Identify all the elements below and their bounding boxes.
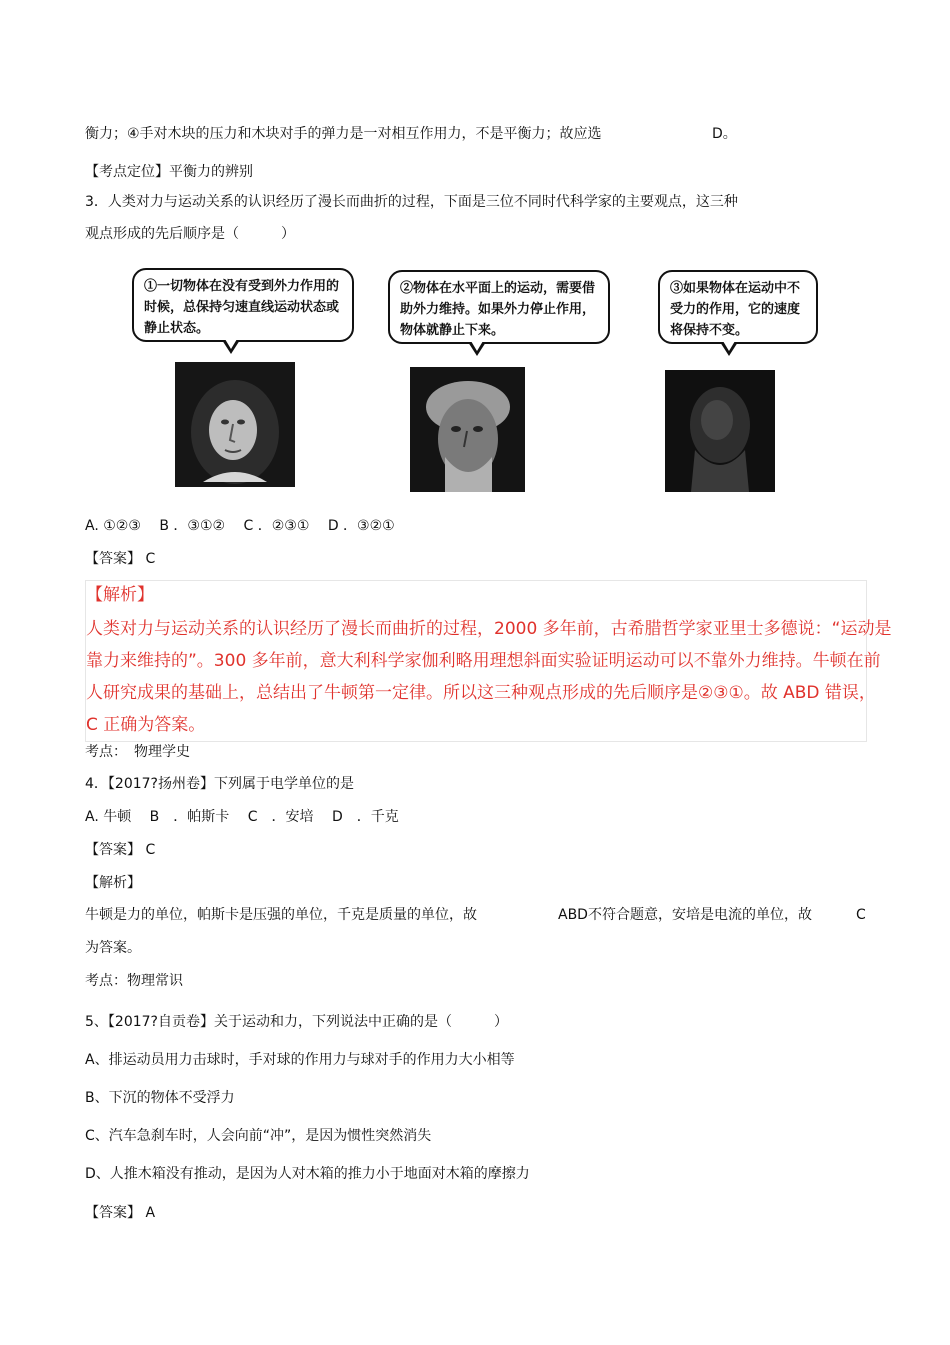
- analysis-line: 人研究成果的基础上，总结出了牛顿第一定律。所以这三种观点形成的先后顺序是②③①。故 ABD 错误，: [86, 683, 876, 703]
- question-3-stem: 3．人类对力与运动关系的认识经历了漫长而曲折的过程，下面是三位不同时代科学家的主要观点，这三种: [85, 194, 738, 210]
- question-4-options: A. 牛顿 B ．帕斯卡 C ．安培 D ．千克: [85, 809, 399, 825]
- option-d: D、人推木箱没有推动，是因为人对木箱的推力小于地面对木箱的摩擦力: [85, 1166, 530, 1182]
- question-3-options: A. ①②③ B ．③①② C ．②③① D ．③②①: [85, 518, 395, 534]
- analysis-box: [85, 580, 892, 742]
- option-a: A、排运动员用力击球时，手对球的作用力与球对手的作用力大小相等: [85, 1052, 515, 1068]
- scientist-figure: [120, 262, 825, 502]
- bubble-text: ②物体在水平面上的运动，需要借助外力维持。如果外力停止作用，物体就静止下来。: [400, 281, 596, 338]
- newton-portrait: [175, 362, 295, 487]
- question-4-stem: 4．【2017?扬州卷】下列属于电学单位的是: [85, 776, 354, 792]
- analysis-line: C 正确为答案。: [86, 715, 206, 735]
- answer-label: 【答案】 C: [85, 842, 156, 858]
- analysis-line: 靠力来维持的”。300 多年前，意大利科学家伽利略用理想斜面实验证明运动可以不靠外力维持。牛顿在前: [86, 651, 881, 671]
- aristotle-portrait: [410, 367, 525, 492]
- bubble-text: ①一切物体在没有受到外力作用的时候，总保持匀速直线运动状态或静止状态。: [144, 279, 340, 336]
- answer-label: 【答案】 C: [85, 551, 156, 567]
- analysis-text: C: [856, 907, 866, 923]
- bubble-text: ③如果物体在运动中不受力的作用，它的速度将保持不变。: [670, 281, 801, 338]
- analysis-text: 牛顿是力的单位，帕斯卡是压强的单位，千克是质量的单位，故: [85, 907, 477, 923]
- question-5-stem: 5、【2017?自贡卷】关于运动和力，下列说法中正确的是（ ）: [85, 1014, 508, 1030]
- option-b: B、下沉的物体不受浮力: [85, 1090, 235, 1106]
- kaodian-label: 考点： 物理学史: [85, 744, 190, 760]
- galileo-portrait: [665, 370, 775, 492]
- analysis-text: 为答案。: [85, 940, 141, 956]
- analysis-line: 人类对力与运动关系的认识经历了漫长而曲折的过程，2000 多年前，古希腊哲学家亚里士多德说：“运动是: [86, 619, 892, 639]
- kaodian-dingwei: 【考点定位】平衡力的辨别: [85, 164, 253, 180]
- kaodian-label: 考点：物理常识: [85, 973, 183, 989]
- question-3-stem: 观点形成的先后顺序是（ ）: [85, 226, 295, 242]
- answer-label: 【答案】 A: [85, 1205, 156, 1221]
- speech-bubble: [388, 270, 610, 344]
- speech-bubble: [132, 268, 354, 342]
- text-line: 衡力；④手对木块的压力和木块对手的弹力是一对相互作用力，不是平衡力；故应选: [85, 126, 602, 142]
- speech-bubble: [658, 270, 818, 344]
- analysis-title: 【解析】: [86, 585, 154, 605]
- text-line: D。: [712, 126, 737, 142]
- option-c: C、汽车急刹车时，人会向前“冲”，是因为惯性突然消失: [85, 1128, 432, 1144]
- analysis-text: ABD不符合题意，安培是电流的单位，故: [558, 907, 812, 923]
- analysis-title: 【解析】: [85, 875, 141, 891]
